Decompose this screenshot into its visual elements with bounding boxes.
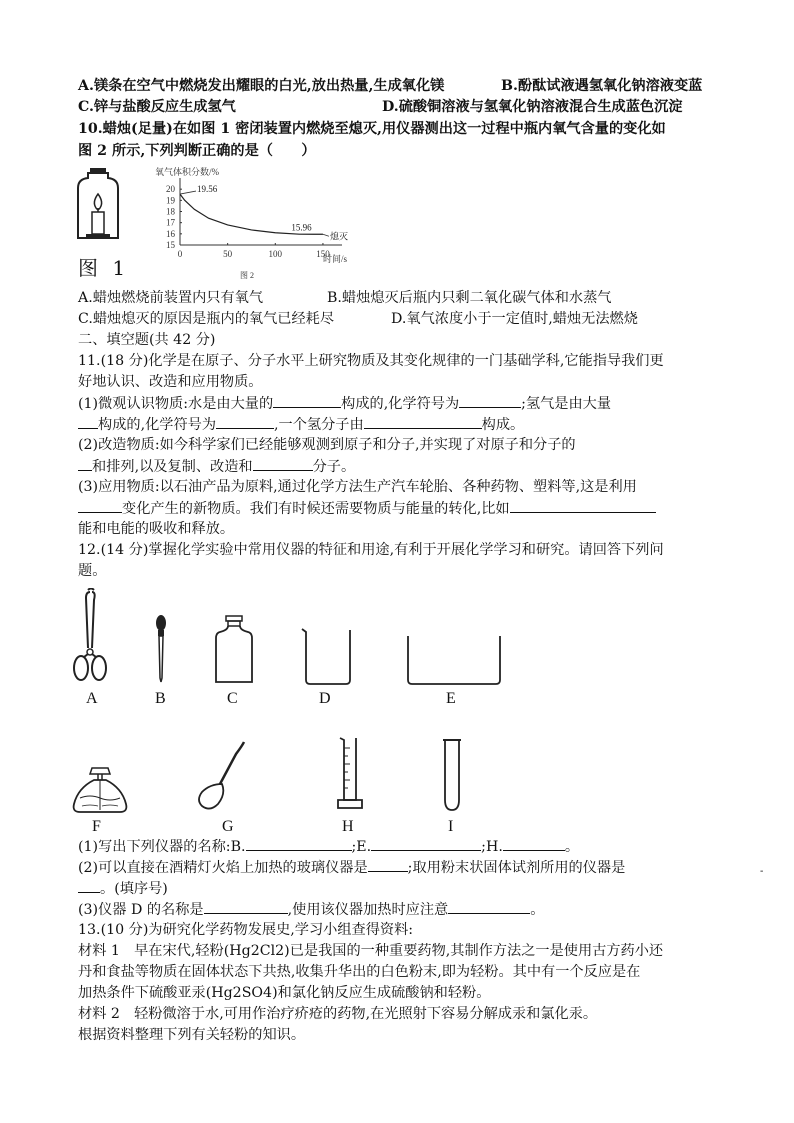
q12-s3c: 。 [530, 902, 545, 918]
q12-s3b: ,使用该仪器加热时应注意 [287, 902, 449, 918]
q10-option-c: C.蜡烛熄灭的原因是瓶内的氧气已经耗尽 [78, 311, 335, 327]
y-tick-label: 18 [166, 206, 175, 217]
alcohol-lamp-icon [70, 764, 130, 816]
oxygen-chart [150, 164, 360, 282]
q13-line3: 丹和食盐等物质在固体状态下共热,收集升华出的白色粉末,即为轻粉。其中有一个反应是在 [78, 964, 641, 980]
crucible-tongs-icon [70, 588, 112, 684]
measuring-cylinder-icon [336, 736, 364, 812]
label-d: D [319, 690, 331, 707]
q11-line7: (3)应用物质:以石油产品为原料,通过化学方法生产汽车轮胎、各种药物、塑料等,这是利用 [78, 479, 637, 495]
dropper-icon [152, 614, 170, 684]
annotation-leader [323, 234, 329, 236]
q9-option-d: D.硫酸铜溶液与氢氧化钠溶液混合生成蓝色沉淀 [382, 99, 683, 115]
annotation-end-value: 15.96 [291, 222, 312, 233]
answer-blank[interactable] [364, 414, 482, 429]
answer-blank[interactable] [78, 414, 98, 429]
q11-line1: 11.(18 分)化学是在原子、分子水平上研究物质及其变化规律的一门基础学科,它能指导我们更 [78, 353, 664, 369]
q12-line1: 12.(14 分)掌握化学实验中常用仪器的特征和用途,有利于开展化学学习和研究。请回答下列问 [78, 542, 664, 558]
label-b: B [155, 690, 166, 707]
margin-mark: - [760, 866, 764, 877]
answer-blank[interactable] [78, 456, 92, 471]
label-f: F [92, 818, 101, 835]
q9-option-a: A.镁条在空气中燃烧发出耀眼的白光,放出热量,生成氧化镁 [78, 78, 445, 94]
q11-line8 [78, 498, 656, 519]
answer-blank[interactable] [204, 899, 288, 914]
answer-blank[interactable] [246, 836, 352, 851]
q12-s1c: ;H. [481, 839, 503, 855]
q13-line6: 根据资料整理下列有关轻粉的知识。 [78, 1027, 306, 1043]
q12-sub1 [78, 836, 579, 857]
answer-blank[interactable] [371, 836, 481, 851]
q12-sub2-cont [78, 878, 168, 899]
q12-s2c: 。(填序号) [100, 881, 168, 897]
q12-sub3 [78, 899, 544, 920]
q13-line1: 13.(10 分)为研究化学药物发展史,学习小组查得资料: [78, 922, 414, 938]
q11-line9: 能和电能的吸收和释放。 [78, 521, 235, 537]
chart-xlabel: 时间/s [323, 254, 348, 264]
q12-s1d: 。 [564, 839, 580, 855]
q12-sub2 [78, 857, 625, 878]
q10-option-a: A.蜡烛燃烧前装置内只有氧气 [78, 290, 264, 306]
evaporating-dish-icon [406, 634, 502, 686]
q11-l8a: 变化产生的新物质。我们有时候还需要物质与能量的转化,比如 [122, 501, 510, 517]
x-tick-label: 50 [223, 249, 233, 259]
q11-l4b: ,一个氢分子由 [274, 417, 364, 433]
answer-blank[interactable] [78, 878, 100, 893]
answer-blank[interactable] [368, 857, 408, 872]
section2-heading: 二、填空题(共 42 分) [78, 332, 216, 348]
q11-l3b: 构成的,化学符号为 [341, 396, 460, 412]
label-c: C [227, 690, 238, 707]
beaker-icon [300, 626, 356, 686]
label-g: G [222, 818, 234, 835]
y-tick-label: 15 [166, 240, 175, 250]
q11-l4a: 构成的,化学符号为 [98, 417, 217, 433]
y-tick-label: 19 [166, 195, 175, 206]
q12-s2b: ;取用粉末状固体试剂所用的仪器是 [407, 860, 626, 876]
candle-bottle-figure [76, 166, 138, 242]
q11-line3 [78, 393, 611, 414]
answer-blank[interactable] [253, 456, 313, 471]
q12-s1b: ;E. [351, 839, 372, 855]
q11-l3c: ;氢气是由大量 [521, 396, 612, 412]
q11-line4 [78, 414, 524, 435]
answer-blank[interactable] [216, 414, 274, 429]
q11-line6 [78, 456, 355, 477]
y-tick-label: 16 [166, 228, 175, 239]
annotation-leader [180, 191, 196, 194]
q10-stem-line2: 图 2 所示,下列判断正确的是（ ） [78, 143, 316, 159]
y-tick-label: 17 [166, 217, 175, 228]
label-e: E [446, 690, 456, 707]
y-tick-label: 20 [166, 184, 175, 195]
q12-s3a: (3)仪器 D 的名称是 [78, 902, 204, 918]
label-a: A [86, 690, 98, 707]
chart-ylabel: 氧气体积分数/% [155, 167, 219, 177]
q12-s2a: (2)可以直接在酒精灯火焰上加热的玻璃仪器是 [78, 860, 368, 876]
q10-stem-line1: 10.蜡烛(足量)在如图 1 密闭装置内燃烧至熄灭,用仪器测出这一过程中瓶内氧气含量的变化如 [78, 121, 666, 137]
annotation-start-value: 19.56 [197, 184, 218, 195]
answer-blank[interactable] [273, 393, 341, 408]
candle-flame-icon [94, 194, 101, 210]
x-tick-label: 150 [316, 249, 330, 259]
test-tube-icon [440, 738, 464, 812]
q11-line2: 好地认识、改造和应用物质。 [78, 374, 263, 390]
q11-l6b: 分子。 [312, 459, 356, 475]
figure1-caption: 图 1 [78, 256, 130, 280]
q11-l3a: (1)微观认识物质:水是由大量的 [78, 396, 274, 412]
label-i: I [448, 818, 454, 835]
q12-line2: 题。 [78, 563, 107, 579]
q13-line4: 加热条件下硫酸亚汞(Hg2SO4)和氯化钠反应生成硫酸钠和轻粉。 [78, 985, 491, 1001]
q13-line5: 材料 2 轻粉微溶于水,可用作治疗疥疮的药物,在光照射下容易分解成汞和氯化汞。 [78, 1006, 598, 1022]
q10-option-d: D.氧气浓度小于一定值时,蜡烛无法燃烧 [391, 311, 638, 327]
answer-blank[interactable] [448, 899, 530, 914]
answer-blank[interactable] [78, 498, 122, 513]
q11-l4c: 构成。 [481, 417, 525, 433]
q13-line2: 材料 1 早在宋代,轻粉(Hg2Cl2)已是我国的一种重要药物,其制作方法之一是使用古方药小还 [78, 943, 664, 959]
q11-line5: (2)改造物质:如今科学家们已经能够观测到原子和分子,并实现了对原子和分子的 [78, 437, 576, 453]
x-tick-label: 0 [177, 249, 183, 259]
q11-l6a: 和排列,以及复制、改造和 [92, 459, 253, 475]
medicine-spoon-icon [196, 740, 248, 812]
q12-s1a: (1)写出下列仪器的名称:B. [78, 839, 246, 855]
q9-option-b: B.酚酞试液遇氢氧化钠溶液变蓝 [501, 78, 703, 94]
answer-blank[interactable] [503, 836, 565, 851]
q10-option-b: B.蜡烛熄灭后瓶内只剩二氧化碳气体和水蒸气 [327, 290, 612, 306]
answer-blank[interactable] [459, 393, 521, 408]
answer-blank[interactable] [510, 498, 656, 513]
annotation-extinguish: 熄灭 [329, 231, 348, 242]
figure2-caption: 图 2 [240, 271, 254, 280]
x-tick-label: 100 [268, 249, 283, 259]
q9-option-c: C.锌与盐酸反应生成氢气 [78, 99, 236, 115]
label-h: H [342, 818, 354, 835]
candle-body [92, 212, 104, 234]
reagent-bottle-icon [214, 614, 254, 686]
